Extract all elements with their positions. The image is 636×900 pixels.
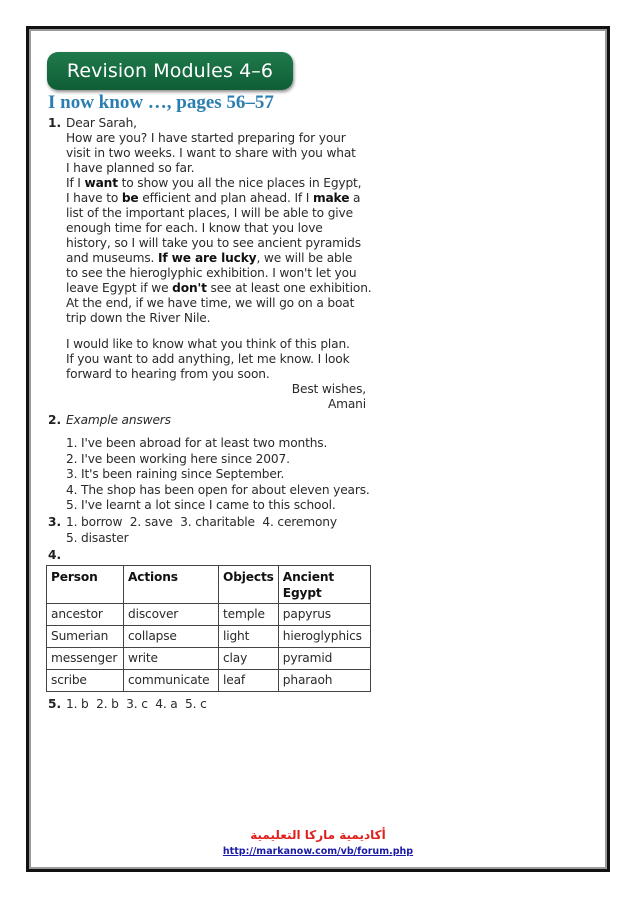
letter-signature: Amani <box>327 397 366 411</box>
text: and museums. <box>66 251 158 265</box>
table-cell: papyrus <box>278 604 370 626</box>
paragraph-gap <box>66 326 366 337</box>
letter-line: At the end, if we have time, we will go on a boat <box>66 296 355 310</box>
text: I have to <box>66 191 122 205</box>
letter-line: visit in two weeks. I want to share with you what <box>66 146 356 160</box>
exercise-1-number: 1. <box>48 116 62 130</box>
text: see at least one exhibition. <box>206 281 372 295</box>
table-cell: pharaoh <box>278 670 370 692</box>
page-subtitle: I now know …, pages 56–57 <box>48 92 274 113</box>
table-cell: hieroglyphics <box>278 626 370 648</box>
table-cell: collapse <box>124 626 219 648</box>
exercise-1-letter <box>66 116 372 412</box>
text: , we will be able <box>256 251 353 265</box>
text: a <box>349 191 361 205</box>
letter-line: history, so I will take you to see ancient pyramids <box>66 236 361 250</box>
bold-word: be <box>121 191 139 205</box>
exercise-3-number: 3. <box>48 515 62 529</box>
exercise-3-answers-line2: 5. disaster <box>66 531 129 545</box>
column-header: Actions <box>124 566 219 604</box>
header-line: Ancient <box>282 570 335 584</box>
exercise-2-label: Example answers <box>66 413 171 427</box>
exercise-2-answer: 4. The shop has been open for about eleven years. <box>66 483 370 497</box>
exercise-2-answer: 2. I've been working here since 2007. <box>66 452 290 466</box>
footer-academy-name: أكاديمية ماركا التعليمية <box>250 828 386 842</box>
footer-forum-link[interactable]: http://markanow.com/vb/forum.php <box>222 846 414 857</box>
text: leave Egypt if we <box>66 281 173 295</box>
section-banner: Revision Modules 4–6 <box>47 52 293 90</box>
bold-word: make <box>312 191 350 205</box>
exercise-2-number: 2. <box>48 413 62 427</box>
letter-line <box>66 176 366 191</box>
table-cell: discover <box>124 604 219 626</box>
exercise-3-answers-line1: 1. borrow 2. save 3. charitable 4. ceremony <box>66 515 337 529</box>
table-row <box>47 604 371 626</box>
table-cell: leaf <box>219 670 279 692</box>
letter-line: list of the important places, I will be able to give <box>66 206 353 220</box>
letter-line: I would like to know what you think of this plan. <box>66 337 350 351</box>
column-header: Objects <box>219 566 279 604</box>
table-row <box>47 670 371 692</box>
bold-word: want <box>84 176 118 190</box>
bold-phrase: If we are lucky <box>158 251 257 265</box>
text: to show you all the nice places in Egypt, <box>117 176 362 190</box>
letter-line: enough time for each. I know that you love <box>66 221 323 235</box>
table-row <box>47 648 371 670</box>
vocabulary-table <box>46 565 371 692</box>
table-cell: clay <box>219 648 279 670</box>
table-cell: light <box>219 626 279 648</box>
letter-line: If you want to add anything, let me know. I look <box>66 352 350 366</box>
table-cell: write <box>124 648 219 670</box>
text: efficient and plan ahead. If I <box>138 191 313 205</box>
letter-closing: Best wishes, <box>291 382 366 396</box>
letter-line <box>66 191 366 206</box>
table-cell: pyramid <box>278 648 370 670</box>
letter-line: to see the hieroglyphic exhibition. I won't let you <box>66 266 357 280</box>
table-cell: communicate <box>124 670 219 692</box>
letter-line: trip down the River Nile. <box>66 311 211 325</box>
exercise-5-number: 5. <box>48 697 62 711</box>
table-cell: ancestor <box>47 604 124 626</box>
letter-line <box>66 281 372 296</box>
exercise-2-answer: 1. I've been abroad for at least two months. <box>66 436 328 450</box>
exercise-5-answers: 1. b 2. b 3. c 4. a 5. c <box>66 697 207 711</box>
table-header-row <box>47 566 371 604</box>
table-cell: temple <box>219 604 279 626</box>
letter-line: I have planned so far. <box>66 161 195 175</box>
letter-line: How are you? I have started preparing for your <box>66 131 346 145</box>
column-header: Person <box>47 566 124 604</box>
header-line: Egypt <box>282 586 322 600</box>
table-cell: messenger <box>47 648 124 670</box>
table-cell: Sumerian <box>47 626 124 648</box>
bold-word: don't <box>172 281 207 295</box>
exercise-2-answer: 5. I've learnt a lot since I came to this school. <box>66 498 336 512</box>
text: If I <box>66 176 85 190</box>
table-cell: scribe <box>47 670 124 692</box>
letter-greeting: Dear Sarah, <box>66 116 137 130</box>
letter-line <box>66 251 366 266</box>
table-row <box>47 626 371 648</box>
exercise-4-number: 4. <box>48 548 62 562</box>
exercise-2-answer: 3. It's been raining since September. <box>66 467 285 481</box>
column-header <box>278 566 370 604</box>
letter-line: forward to hearing from you soon. <box>66 367 270 381</box>
